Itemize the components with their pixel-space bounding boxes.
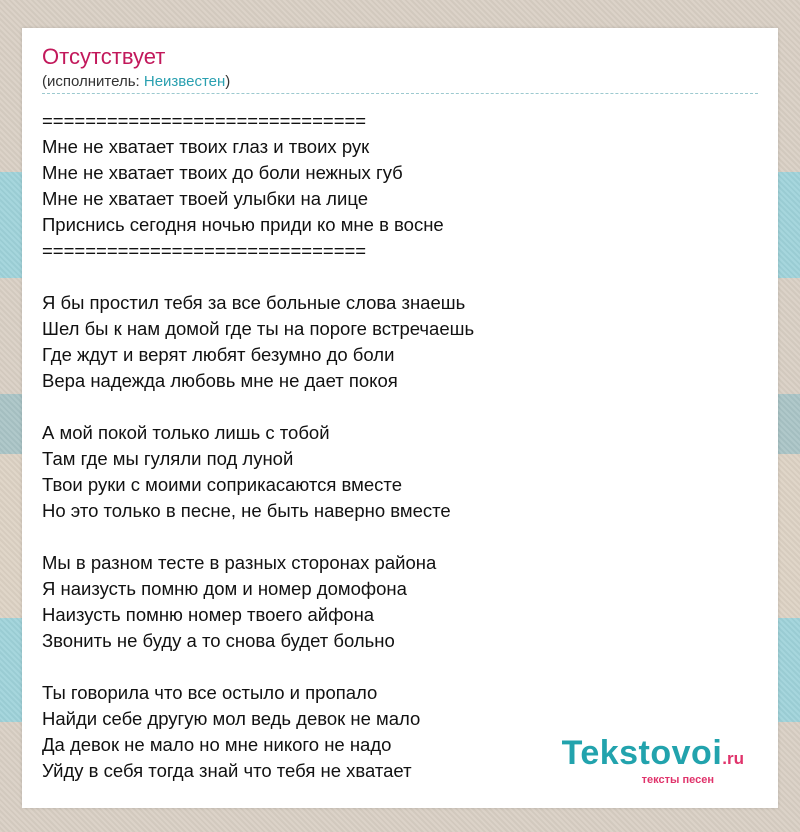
lyrics-line: Я бы простил тебя за все больные слова знаешь [42,292,466,313]
lyrics-line: Но это только в песне, не быть наверно вместе [42,500,451,521]
lyrics-line: Там где мы гуляли под луной [42,448,294,469]
lyrics-line: Ты говорила что все остыло и пропало [42,682,378,703]
lyrics-line: Звонить не буду а то снова будет больно [42,630,395,651]
lyrics-blank-line [42,264,474,290]
logo-subtitle: тексты песен [641,774,714,786]
artist-prefix: (исполнитель: [42,73,144,90]
lyrics-blank-line [42,394,474,420]
lyrics-line: Мне не хватает твоих до боли нежных губ [42,162,403,183]
lyrics-line: Вера надежда любовь мне не дает покоя [42,370,398,391]
site-logo[interactable] [562,736,744,786]
logo-main-text: Tekstovoi [561,734,723,772]
lyrics-line: Твои руки с моими соприкасаются вместе [42,474,402,495]
lyrics-line: Я наизусть помню дом и номер домофона [42,578,407,599]
lyrics-line: А мой покой только лишь с тобой [42,422,330,443]
lyrics-line: Приснись сегодня ночью приди ко мне в восне [42,214,444,235]
artist-link[interactable]: Неизвестен [143,73,226,90]
artist-suffix: ) [225,73,231,90]
lyrics-line: Да девок не мало но мне никого не надо [42,734,392,755]
lyrics-line: ============================== [42,110,367,131]
logo-suffix: .ru [722,749,744,768]
lyrics-line: Наизусть помню номер твоего айфона [42,604,375,625]
song-title: Отсутствует [42,44,166,69]
title-divider [42,93,758,94]
lyrics-card [22,28,778,808]
lyrics-line: Мне не хватает твоих глаз и твоих рук [42,136,370,157]
logo-wordmark [562,736,744,776]
lyrics-line: Шел бы к нам домой где ты на пороге встречаешь [42,318,475,339]
lyrics-blank-line [42,524,474,550]
artist-line [42,73,230,90]
lyrics-text [42,108,474,784]
lyrics-line: Где ждут и верят любят безумно до боли [42,344,395,365]
lyrics-line: Мне не хватает твоей улыбки на лице [42,188,368,209]
lyrics-line: Найди себе другую мол ведь девок не мало [42,708,421,729]
lyrics-line: ============================== [42,240,367,261]
lyrics-line: Уйду в себя тогда знай что тебя не хватает [42,760,412,781]
lyrics-blank-line [42,654,474,680]
lyrics-line: Мы в разном тесте в разных сторонах района [42,552,437,573]
